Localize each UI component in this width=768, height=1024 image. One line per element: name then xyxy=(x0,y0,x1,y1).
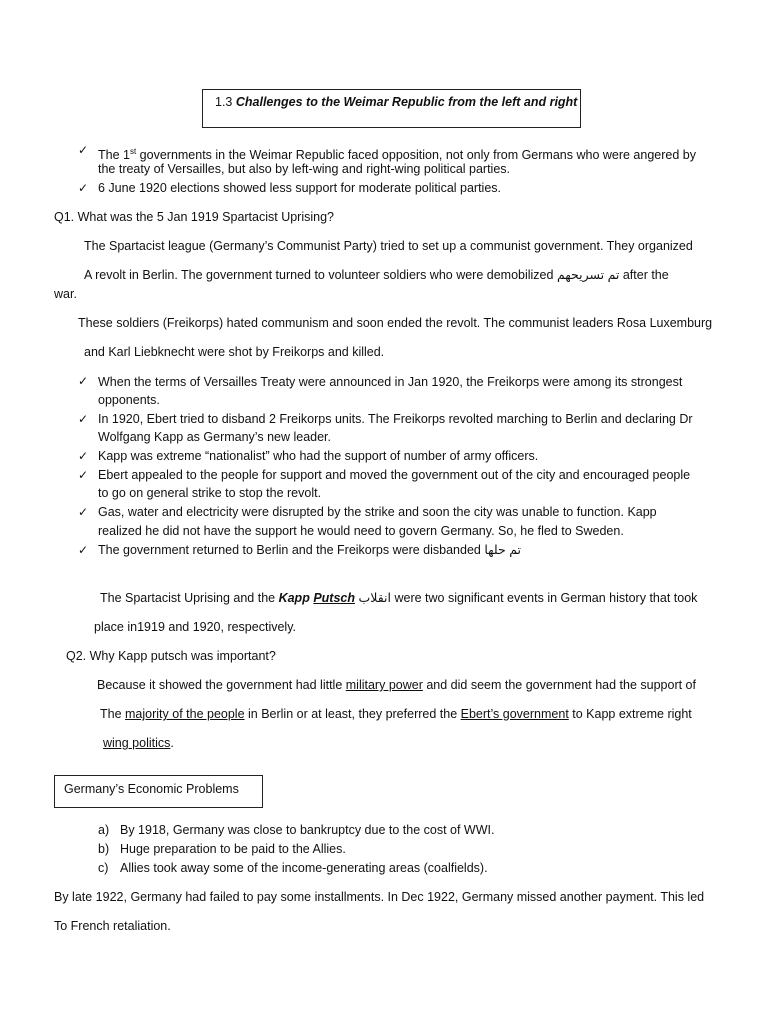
check-icon: ✓ xyxy=(78,181,89,195)
question-1: Q1. What was the 5 Jan 1919 Spartacist Uprising? xyxy=(54,210,335,224)
closing-line2: To French retaliation. xyxy=(54,919,171,933)
econ-item-b: Huge preparation to be paid to the Allies. xyxy=(120,842,346,856)
answer-2-line3: wing politics. xyxy=(103,736,174,750)
kapp-bullet-1-line2: opponents. xyxy=(98,393,160,407)
arabic-text: تم حلها xyxy=(484,543,522,557)
kapp-bullet-6: The government returned to Berlin and the Freikorps were disbanded تم حلها xyxy=(98,543,522,557)
kapp-bullet-5-line2: realized he did not have the support he would need to govern Germany. So, he fled to Sweden. xyxy=(98,524,624,538)
intro-bullet-1-line2: the treaty of Versailles, but also by left-wing and right-wing political parties. xyxy=(98,162,511,176)
answer-2-line2: The majority of the people in Berlin or at least, they preferred the Ebert’s government to Kapp extreme right xyxy=(100,707,692,721)
kapp-bullet-1: When the terms of Versailles Treaty were announced in Jan 1920, the Freikorps were among its strongest xyxy=(98,375,683,389)
check-icon: ✓ xyxy=(78,143,89,157)
answer-1-line2: A revolt in Berlin. The government turned to volunteer soldiers who were demobilized تم تسريحهم after the xyxy=(84,268,669,282)
econ-heading: Germany’s Economic Problems xyxy=(64,782,239,796)
econ-item-a: By 1918, Germany was close to bankruptcy due to the cost of WWI. xyxy=(120,823,495,837)
check-icon: ✓ xyxy=(78,505,89,519)
title-text: Challenges to the Weimar Republic from the left and right xyxy=(235,95,578,109)
check-icon: ✓ xyxy=(78,543,89,557)
question-2: Q2. Why Kapp putsch was important? xyxy=(66,649,276,663)
answer-2-line1: Because it showed the government had little military power and did seem the government had the support of xyxy=(97,678,696,692)
econ-item-c: Allies took away some of the income-generating areas (coalfields). xyxy=(120,861,488,875)
answer-1-line2-wrap: war. xyxy=(54,287,77,301)
check-icon: ✓ xyxy=(78,412,89,426)
kapp-bullet-4-line2: to go on general strike to stop the revolt. xyxy=(98,486,322,500)
intro-bullet-1: The 1st governments in the Weimar Republic faced opposition, not only from Germans who were angered by xyxy=(98,147,696,163)
page-title xyxy=(215,94,577,111)
econ-item-b-marker: b) xyxy=(98,842,110,856)
summary-line2: place in1919 and 1920, respectively. xyxy=(94,620,296,634)
econ-item-a-marker: a) xyxy=(98,823,110,837)
answer-1-line3: These soldiers (Freikorps) hated communism and soon ended the revolt. The communist leaders Rosa Luxemburg xyxy=(78,316,713,330)
arabic-text: انقلاب xyxy=(358,591,391,605)
title-number: 1.3 xyxy=(215,95,233,109)
intro-bullet-2: 6 June 1920 elections showed less support for moderate political parties. xyxy=(98,181,502,195)
closing-line1: By late 1922, Germany had failed to pay some installments. In Dec 1922, Germany missed another payment. This led xyxy=(54,890,705,904)
econ-item-c-marker: c) xyxy=(98,861,109,875)
summary-line1: The Spartacist Uprising and the Kapp Putsch انقلاب were two significant events in German history that took xyxy=(100,591,698,605)
kapp-bullet-4: Ebert appealed to the people for support and moved the government out of the city and encouraged people xyxy=(98,468,691,482)
kapp-bullet-2-line2: Wolfgang Kapp as Germany’s new leader. xyxy=(98,430,332,444)
kapp-bullet-5: Gas, water and electricity were disrupted by the strike and soon the city was unable to function. Kapp xyxy=(98,505,657,519)
answer-1-line4: and Karl Liebknecht were shot by Freikorps and killed. xyxy=(84,345,385,359)
kapp-bullet-3: Kapp was extreme “nationalist” who had the support of number of army officers. xyxy=(98,449,539,463)
answer-1-line1: The Spartacist league (Germany’s Communist Party) tried to set up a communist government. They organized xyxy=(84,239,693,253)
arabic-text: تم تسريحهم xyxy=(556,268,620,282)
kapp-bullet-2: In 1920, Ebert tried to disband 2 Freikorps units. The Freikorps revolted marching to Berlin and declaring Dr xyxy=(98,412,693,426)
check-icon: ✓ xyxy=(78,468,89,482)
check-icon: ✓ xyxy=(78,449,89,463)
check-icon: ✓ xyxy=(78,374,89,388)
